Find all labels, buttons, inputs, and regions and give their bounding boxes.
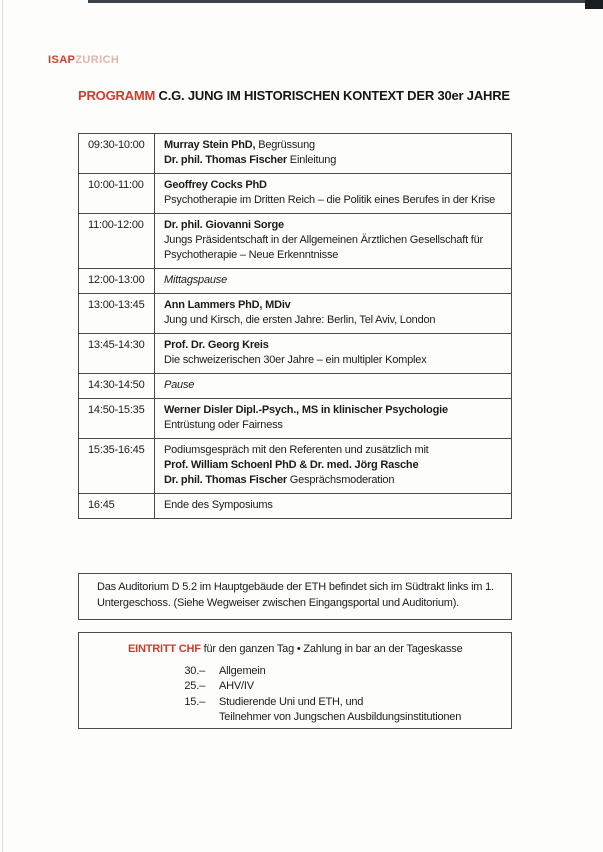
schedule-description <box>155 214 512 269</box>
table-row <box>79 374 512 399</box>
schedule-text-segment: Entrüstung oder Fairness <box>164 419 283 431</box>
schedule-description <box>155 334 512 374</box>
schedule-line <box>164 443 503 458</box>
schedule-text-segment: Die schweizerischen 30er Jahre – ein multipler Komplex <box>164 354 427 366</box>
schedule-text-segment: Murray Stein PhD, <box>164 139 256 151</box>
table-row <box>79 399 512 439</box>
schedule-text-segment: Psychotherapie im Dritten Reich – die Politik eines Berufes in der Krise <box>164 194 496 206</box>
schedule-text-segment: Jungs Präsidentschaft in der Allgemeinen Ärztlichen Gesellschaft für Psychotherapie – Neue Erkenntnisse <box>164 234 484 261</box>
schedule-line <box>164 138 503 153</box>
schedule-text-segment: Pause <box>164 379 195 391</box>
schedule-line <box>164 353 503 368</box>
price-amount: 15.– <box>184 695 205 708</box>
schedule-table <box>78 133 512 519</box>
scan-artifact-top-strip <box>88 0 603 3</box>
schedule-description <box>155 439 512 494</box>
schedule-time: 11:00-12:00 <box>79 214 155 269</box>
price-label <box>219 679 254 695</box>
logo-secondary-text: ZURICH <box>75 54 120 66</box>
scan-artifact-left-line <box>2 0 3 852</box>
price-amount: 25.– <box>184 680 205 692</box>
schedule-text-segment: Ann Lammers PhD, MDiv <box>164 299 291 311</box>
scan-artifact-corner <box>585 0 603 9</box>
schedule-line <box>164 193 503 208</box>
location-note-box <box>78 573 512 620</box>
schedule-text-segment: Dr. phil. Thomas Fischer <box>164 474 287 486</box>
schedule-line <box>164 298 503 313</box>
schedule-description <box>155 494 512 519</box>
schedule-text-segment: Begrüssung <box>255 139 315 151</box>
schedule-text-segment: Prof. William Schoenl PhD & Dr. med. Jörg Rasche <box>164 459 419 471</box>
schedule-text-segment: Dr. phil. Giovanni Sorge <box>164 219 284 231</box>
price-amount: 30.– <box>184 664 205 677</box>
schedule-description <box>155 174 512 214</box>
schedule-time: 12:00-13:00 <box>79 269 155 294</box>
table-row <box>79 439 512 494</box>
admission-heading-rest: für den ganzen Tag • Zahlung in bar an der Tageskasse <box>200 643 463 655</box>
table-row <box>79 294 512 334</box>
schedule-time: 16:45 <box>79 494 155 519</box>
schedule-text-segment: Geoffrey Cocks PhD <box>164 179 267 191</box>
page-title <box>78 88 510 103</box>
schedule-time: 14:30-14:50 <box>79 374 155 399</box>
schedule-time: 09:30-10:00 <box>79 134 155 174</box>
price-row <box>177 695 501 726</box>
schedule-line <box>164 338 503 353</box>
admission-heading-accent: EINTRITT CHF <box>128 643 201 655</box>
schedule-line <box>164 153 503 168</box>
schedule-description <box>155 294 512 334</box>
schedule-line <box>164 473 503 488</box>
price-label-line: AHV/IV <box>219 680 254 692</box>
price-label-line: Studierende Uni und ETH, und <box>219 695 364 708</box>
schedule-line <box>164 218 503 233</box>
schedule-text-segment: Dr. phil. Thomas Fischer <box>164 154 287 166</box>
price-label-line: Allgemein <box>219 664 266 677</box>
schedule-time: 13:45-14:30 <box>79 334 155 374</box>
table-row <box>79 134 512 174</box>
table-row <box>79 494 512 519</box>
schedule-text-segment: Podiumsgespräch mit den Referenten und zusätzlich mit <box>164 444 429 456</box>
schedule-line <box>164 178 503 193</box>
price-list <box>177 664 501 726</box>
admission-heading <box>89 642 501 658</box>
price-label <box>219 695 461 726</box>
schedule-text-segment: Jung und Kirsch, die ersten Jahre: Berlin, Tel Aviv, London <box>164 314 436 326</box>
schedule-time: 15:35-16:45 <box>79 439 155 494</box>
schedule-text-segment: Ende des Symposiums <box>164 499 273 511</box>
schedule-line <box>164 233 503 263</box>
price-label <box>219 664 266 680</box>
table-row <box>79 214 512 269</box>
schedule-time: 10:00-11:00 <box>79 174 155 214</box>
schedule-line <box>164 458 503 473</box>
table-row <box>79 334 512 374</box>
schedule-line <box>164 418 503 433</box>
schedule-text-segment: Einleitung <box>286 154 337 166</box>
schedule-line <box>164 313 503 328</box>
page-title-accent: PROGRAMM <box>78 88 156 103</box>
schedule-text-segment: Gesprächsmoderation <box>286 474 395 486</box>
schedule-text-segment: Mittagspause <box>164 274 228 286</box>
table-row <box>79 174 512 214</box>
schedule-line <box>164 378 503 393</box>
schedule-line <box>164 498 503 513</box>
schedule-description <box>155 134 512 174</box>
isap-zurich-logo <box>48 54 119 66</box>
schedule-text-segment: Prof. Dr. Georg Kreis <box>164 339 269 351</box>
schedule-line <box>164 403 503 418</box>
admission-box <box>78 632 512 729</box>
price-row <box>177 679 501 695</box>
page-title-rest: C.G. JUNG IM HISTORISCHEN KONTEXT DER 30er JAHRE <box>155 88 510 103</box>
schedule-description <box>155 374 512 399</box>
price-label-line: Teilnehmer von Jungschen Ausbildungsinstitutionen <box>219 711 462 723</box>
location-note-text: Das Auditorium D 5.2 im Hauptgebäude der ETH befindet sich im Südtrakt links im 1. Untergeschoss. (Siehe Wegweiser zwischen Eingangsportal und Auditorium). <box>97 581 494 609</box>
schedule-text-segment: Werner Disler Dipl.-Psych., MS in klinischer Psychologie <box>164 404 448 416</box>
schedule-table-body <box>79 134 512 519</box>
table-row <box>79 269 512 294</box>
schedule-time: 13:00-13:45 <box>79 294 155 334</box>
schedule-description <box>155 399 512 439</box>
logo-primary-text: ISAP <box>48 54 76 66</box>
schedule-description <box>155 269 512 294</box>
schedule-time: 14:50-15:35 <box>79 399 155 439</box>
schedule-line <box>164 273 503 288</box>
price-row <box>177 664 501 680</box>
